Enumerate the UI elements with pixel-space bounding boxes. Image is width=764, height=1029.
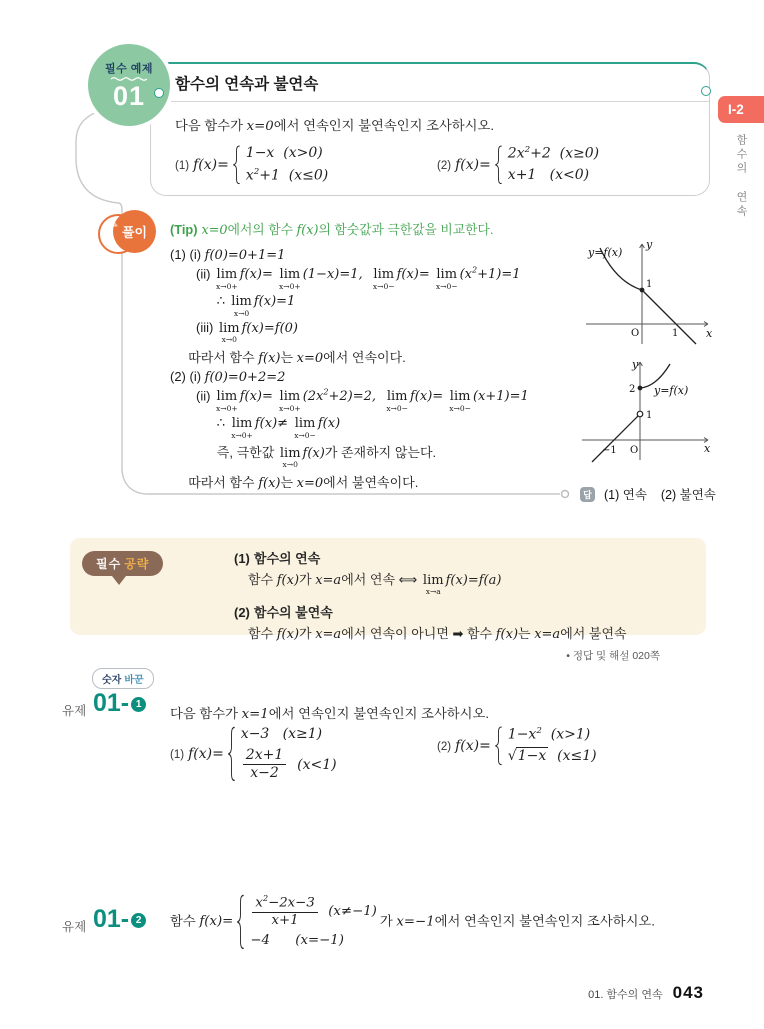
solution-tip	[170, 219, 529, 238]
answer-icon: 답	[580, 487, 595, 502]
graph2-point-2: 2	[629, 384, 636, 395]
pencil-icon: ✎	[108, 218, 121, 233]
graph1-y-label: y	[646, 238, 653, 251]
graph2-tick-minus1: −1	[602, 445, 617, 456]
answer-note: • 정답 및 해설 020쪽	[566, 650, 660, 662]
exercise1-number: 01- 1	[93, 689, 146, 718]
solution-line: (2) (i) f(0)=0+2=2	[170, 369, 286, 385]
example-title: 함수의 연속과 불연속	[151, 64, 709, 102]
key-points-badge-word1: 필수	[96, 557, 122, 571]
key-points-box	[70, 538, 706, 642]
exercise2-question: 함수 f(x)= $\frac{x^2-2x-3}{x+1}$ (x≠−1) −4 (x=−1) 가 x=−1에서 연속인지 불연속인지 조사하시오.	[170, 893, 655, 949]
solution-line: 따라서 함수 f(x)는 x=0에서 연속이다.	[188, 350, 406, 366]
graph1-origin: O	[631, 328, 640, 339]
graph2-y-label: y	[632, 358, 639, 371]
example-badge	[88, 44, 170, 126]
graph2-point-1: 1	[646, 410, 653, 421]
exercise2-circled-number: 2	[131, 913, 146, 928]
exercise2-number: 01- 2	[93, 905, 146, 934]
solution-line: ∴ lim x→0+ f(x)≠ lim x→0− f(x)	[216, 416, 341, 440]
page-footer	[588, 983, 704, 1003]
graph-function-2	[576, 356, 716, 464]
key-point-1: (1) 함수의 연속 함수 f(x)가 x=a에서 연속 ⟺ lim x→a f(x)=f(a)	[234, 548, 627, 596]
key-point-1-body: 함수 f(x)가 x=a에서 연속 ⟺ lim x→a f(x)=f(a)	[248, 572, 502, 597]
answer-items	[604, 485, 716, 503]
graph1-x-label: x	[706, 327, 713, 340]
exercise2-label: 유제	[62, 920, 87, 934]
solution-section	[170, 219, 529, 494]
solution-badge	[98, 210, 158, 254]
exercise1-label: 유제	[62, 704, 87, 718]
example-problem-box	[150, 62, 710, 196]
solution-line: (iii) lim x→0 f(x)=f(0)	[196, 320, 298, 345]
answer-row	[580, 485, 716, 503]
key-point-2-body: 함수 f(x)가 x=a에서 연속이 아니면 ➡ 함수 f(x)는 x=a에서 불연속	[248, 625, 627, 642]
exercise1-eq-2: (2) f(x)= $1-x^2$ (x>1) √1−x (x≤1)	[437, 726, 597, 765]
example-badge-label: 필수 예제	[104, 62, 154, 75]
example-badge-number: 01	[112, 80, 146, 111]
solution-line: ∴ lim x→0 f(x)=1	[216, 294, 296, 318]
answer-item: (1) 연속	[604, 488, 647, 502]
solution-badge-circle	[113, 210, 156, 253]
graph-function-1	[580, 236, 715, 348]
footer-section-title: 01. 함수의 연속	[588, 989, 663, 1001]
solution-line: (1) (i) f(0)=0+1=1	[170, 247, 286, 263]
graph2-curve-label: y=f(x)	[654, 384, 689, 397]
key-points-badge-word2: 공략	[124, 557, 150, 571]
key-point-2: (2) 함수의 불연속 함수 f(x)가 x=a에서 연속이 아니면 ➡ 함수 f(x)는 x=a에서 불연속	[234, 604, 627, 642]
exercise1-tag: 숫자 바꾼	[92, 668, 154, 689]
solution-line: 따라서 함수 f(x)는 x=0에서 불연속이다.	[188, 475, 419, 491]
exercise1-circled-number: 1	[131, 697, 146, 712]
graph1-point-1: 1	[646, 279, 653, 290]
example-eq-2: (2) f(x)= $2x^2+2$ (x≥0) x+1 (x<0)	[437, 145, 600, 184]
connector-dot-right	[701, 86, 711, 96]
key-points-badge-tail	[112, 576, 126, 585]
solution-line: (ii) lim x→0+ f(x)= lim x→0+ (1−x)=1, lim x→0− f(x)= lim x→0− $(x^2+1)=1$	[196, 266, 521, 291]
exercise1-eq-1: (1) f(x)= x−3 (x≥1) $\frac{2x+1}{x-2}$ (x<1)	[170, 726, 337, 782]
solution-line: 즉, 극한값 lim x→0 f(x)가 존재하지 않는다.	[216, 445, 437, 470]
graph2-x-label: x	[704, 442, 711, 455]
graph1-curve-label: y=f(x)	[588, 246, 623, 259]
exercise1-equations	[170, 726, 600, 782]
connector-dot-left	[154, 88, 164, 98]
tip-label: (Tip)	[170, 222, 198, 237]
exercise1-question: 다음 함수가 x=1에서 연속인지 불연속인지 조사하시오.	[170, 706, 490, 722]
solution-lines	[170, 247, 529, 491]
answer-item: (2) 불연속	[660, 488, 716, 502]
solution-badge-label: 풀이	[121, 225, 148, 240]
footer-page-number: 043	[672, 983, 704, 1002]
solution-line: (ii) lim x→0+ f(x)= lim x→0+ $(2x^2+2)=2$, lim x→0− f(x)= lim x→0− (x+1)=1	[196, 388, 529, 413]
graph1-tick-1: 1	[672, 328, 679, 339]
chapter-tab-vertical-label: 함수의 연속	[735, 134, 747, 219]
example-question: 다음 함수가 x=0에서 연속인지 불연속인지 조사하시오.	[175, 118, 495, 134]
chapter-tab: I-2	[718, 96, 764, 123]
key-points-badge	[82, 551, 163, 576]
example-eq-1: (1) f(x)= 1−x (x>0) $x^2+1$ (x≤0)	[175, 145, 329, 184]
tip-text: x=0에서의 함수 f(x)의 함숫값과 극한값을 비교한다.	[201, 222, 494, 238]
graph2-origin: O	[630, 445, 639, 456]
